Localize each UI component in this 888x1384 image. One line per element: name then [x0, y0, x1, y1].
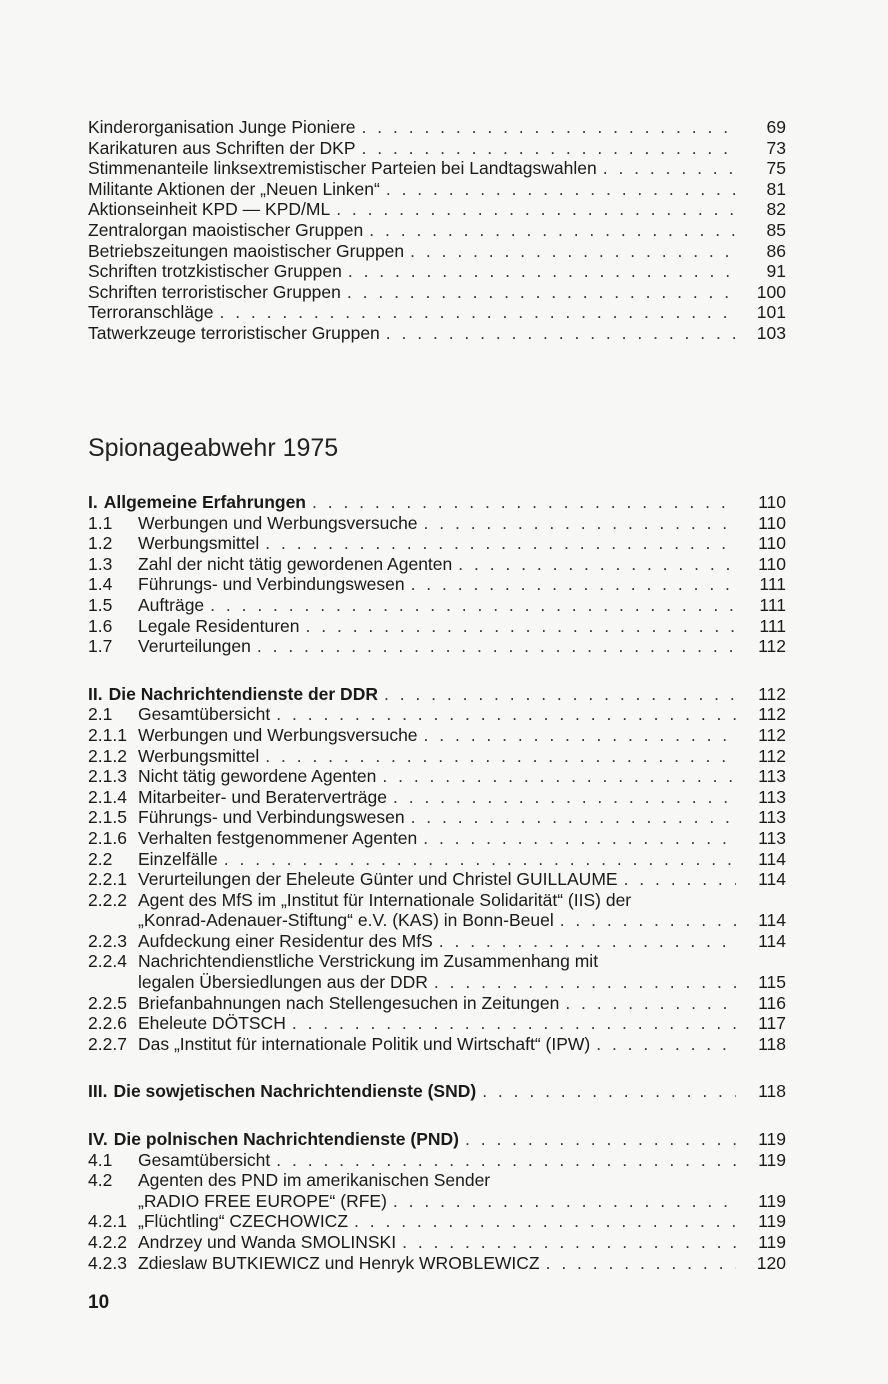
entry-number: III. [88, 1081, 108, 1102]
entry-title: Zdieslaw BUTKIEWICZ und Henryk WROBLEWICZ [138, 1252, 540, 1273]
entry-page: 120 [756, 1252, 786, 1273]
entry-title: legalen Übersiedlungen aus der DDR [138, 972, 428, 993]
entry-page: 115 [758, 972, 786, 993]
dot-leader [265, 533, 736, 554]
entry-title: Führungs- und Verbindungswesen [138, 807, 405, 828]
entry-number: 2.1.5 [88, 807, 127, 828]
entry-page: 100 [756, 281, 786, 302]
entry-title: Tatwerkzeuge terroristischer Gruppen [88, 322, 380, 343]
entry-title: Nicht tätig gewordene Agenten [138, 766, 377, 787]
dot-leader [546, 1253, 736, 1274]
entry-number: 2.2.2 [88, 889, 127, 910]
toc-entry [88, 199, 786, 220]
entry-number: 2.2.3 [88, 930, 127, 951]
dot-leader [439, 931, 736, 952]
entry-page: 114 [758, 869, 786, 890]
entry-page: 82 [766, 199, 786, 220]
entry-number: 2.1.2 [88, 745, 127, 766]
toc-entry [88, 1129, 786, 1150]
entry-number: 2.1.6 [88, 827, 127, 848]
dot-leader [336, 199, 736, 220]
toc-entry [88, 158, 786, 179]
entry-page: 81 [766, 178, 786, 199]
toc-entry [88, 636, 786, 657]
toc-entry [88, 828, 786, 849]
dot-leader [347, 282, 736, 303]
entry-title: Gesamtübersicht [138, 1149, 271, 1170]
entry-title: Militante Aktionen der „Neuen Linken“ [88, 178, 380, 199]
dot-leader [410, 241, 736, 262]
dot-leader [348, 261, 736, 282]
toc-entry [88, 261, 786, 282]
dot-leader [210, 595, 736, 616]
entry-page: 119 [758, 1129, 786, 1150]
entry-page: 116 [758, 992, 786, 1013]
entry-title: Das „Institut für internationale Politik und Wirtschaft“ (IPW) [138, 1033, 591, 1054]
entry-title: Aufdeckung einer Residentur des MfS [138, 930, 433, 951]
toc-entry [88, 616, 786, 637]
entry-title: Verurteilungen der Eheleute Günter und Christel GUILLAUME [138, 869, 618, 890]
entry-page: 85 [766, 219, 786, 240]
toc-entry [88, 282, 786, 303]
section-gap [88, 1054, 786, 1081]
toc-entry [88, 746, 786, 767]
toc-entry [88, 951, 786, 972]
entry-title: Zahl der nicht tätig gewordenen Agenten [138, 553, 453, 574]
dot-leader [482, 1081, 736, 1102]
toc-entry [88, 595, 786, 616]
entry-title: Briefanbahnungen nach Stellengesuchen in Zeitungen [138, 992, 560, 1013]
toc-entry [88, 492, 786, 513]
dot-leader [596, 1034, 736, 1055]
entry-title: Zentralorgan maoistischer Gruppen [88, 219, 364, 240]
dot-leader [424, 725, 736, 746]
toc-entry [88, 684, 786, 705]
dot-leader [362, 138, 737, 159]
entry-page: 69 [766, 117, 786, 137]
entry-title: Eheleute DÖTSCH [138, 1013, 286, 1034]
entry-title: Gesamtübersicht [138, 704, 271, 725]
entry-page: 113 [758, 766, 786, 787]
toc-entry [88, 910, 786, 931]
entry-page: 111 [759, 615, 786, 636]
entry-page: 111 [759, 594, 786, 615]
entry-number: 1.3 [88, 553, 113, 574]
entry-number: I. [88, 492, 98, 512]
entry-number: 2.2.6 [88, 1013, 127, 1034]
entry-page: 75 [766, 158, 786, 179]
toc-entry [88, 807, 786, 828]
entry-number: 2.1 [88, 704, 113, 725]
dot-leader [560, 910, 736, 931]
entry-page: 91 [766, 261, 786, 282]
entry-page: 112 [758, 724, 786, 745]
dot-leader [306, 616, 736, 637]
entry-title: Nachrichtendienstliche Verstrickung im Zusammenhang mit [138, 951, 599, 972]
entry-page: 113 [758, 807, 786, 828]
entry-title: Werbungsmittel [138, 533, 260, 554]
entry-title: Terroranschläge [88, 302, 214, 323]
entry-page: 112 [758, 745, 786, 766]
entry-title: Aufträge [138, 594, 205, 615]
dot-leader [565, 993, 736, 1014]
entry-number: 1.7 [88, 636, 113, 657]
dot-leader [257, 636, 736, 657]
entry-title: Die sowjetischen Nachrichtendienste (SND) [113, 1081, 477, 1102]
section-gap [88, 1102, 786, 1129]
dot-leader [292, 1013, 736, 1034]
entry-number: 2.2.1 [88, 869, 127, 890]
entry-number: 4.2.3 [88, 1252, 127, 1273]
entry-page: 118 [758, 1033, 786, 1054]
toc-entry [88, 890, 786, 911]
entry-title: Verurteilungen [138, 636, 251, 657]
entry-title: Betriebszeitungen maoistischer Gruppen [88, 240, 405, 261]
toc-entry [88, 725, 786, 746]
entry-title: Werbungen und Werbungsversuche [138, 724, 418, 745]
entry-title: Verhalten festgenommener Agenten [138, 827, 418, 848]
dot-leader [423, 828, 736, 849]
dot-leader [424, 513, 736, 534]
entry-page: 112 [758, 704, 786, 725]
entry-title: Die Nachrichtendienste der DDR [108, 683, 378, 704]
dot-leader [276, 704, 736, 725]
entry-page: 114 [758, 910, 786, 931]
toc-entry [88, 1013, 786, 1034]
toc-entry [88, 1170, 786, 1191]
entry-number: 2.1.4 [88, 786, 127, 807]
entry-number: 2.2.5 [88, 992, 127, 1013]
dot-leader [276, 1150, 736, 1171]
entry-page: 112 [758, 636, 786, 657]
dot-leader [624, 869, 736, 890]
entry-page: 119 [758, 1232, 786, 1252]
entry-page: 119 [758, 1149, 786, 1170]
dot-leader [458, 554, 736, 575]
toc-entry [88, 704, 786, 725]
toc-entry [88, 1034, 786, 1055]
dot-leader [434, 972, 736, 993]
entry-title: Mitarbeiter- und Beraterverträge [138, 786, 387, 807]
entry-page: 119 [758, 1211, 786, 1232]
entry-number: 4.2 [88, 1170, 113, 1191]
dot-leader [603, 158, 736, 179]
dot-leader [219, 302, 736, 323]
page-number: 10 [88, 1292, 110, 1313]
entry-title: Allgemeine Erfahrungen [103, 492, 306, 512]
dot-leader [393, 787, 736, 808]
toc-entry [88, 179, 786, 200]
dot-leader [382, 766, 736, 787]
entry-number: 2.2 [88, 848, 113, 869]
toc-entry [88, 993, 786, 1014]
toc-entry [88, 574, 786, 595]
toc-entry [88, 1211, 786, 1232]
toc-entry [88, 1150, 786, 1171]
entry-title: Legale Residenturen [138, 615, 300, 636]
entry-page: 114 [758, 930, 786, 951]
toc-entry [88, 117, 786, 138]
section-gap [88, 657, 786, 684]
entry-page: 110 [758, 512, 786, 533]
entry-number: 1.5 [88, 594, 113, 615]
toc-entry [88, 931, 786, 952]
entry-title: Schriften terroristischer Gruppen [88, 281, 341, 302]
entry-number: 1.6 [88, 615, 113, 636]
entry-number: 4.2.2 [88, 1232, 127, 1252]
entry-page: 101 [756, 302, 786, 323]
entry-page: 119 [758, 1190, 786, 1211]
entry-title: „RADIO FREE EUROPE“ (RFE) [138, 1190, 387, 1211]
entry-page: 113 [758, 786, 786, 807]
entry-number: 2.1.1 [88, 724, 127, 745]
dot-leader [384, 684, 736, 705]
entry-page: 73 [766, 137, 786, 158]
toc-entry [88, 302, 786, 323]
entry-page: 112 [758, 683, 786, 704]
entry-title: Aktionseinheit KPD — KPD/ML [88, 199, 331, 220]
toc-entry [88, 1232, 786, 1253]
entry-title: „Flüchtling“ CZECHOWICZ [138, 1211, 349, 1232]
entry-number: 1.2 [88, 533, 113, 554]
entry-title: Die polnischen Nachrichtendienste (PND) [113, 1129, 459, 1150]
entry-number: 1.4 [88, 574, 113, 595]
table-of-contents [88, 492, 786, 1273]
entry-number: 2.2.7 [88, 1033, 127, 1054]
entry-title: Einzelfälle [138, 848, 218, 869]
toc-entry [88, 513, 786, 534]
toc-entry [88, 323, 786, 344]
entry-title: Andrzey und Wanda SMOLINSKI [138, 1232, 397, 1252]
entry-page: 110 [758, 533, 786, 554]
entry-title: Agenten des PND im amerikanischen Sender [138, 1170, 491, 1191]
entry-title: „Konrad-Adenauer-Stiftung“ e.V. (KAS) in Bonn-Beuel [138, 910, 554, 931]
entry-number: 4.1 [88, 1149, 113, 1170]
dot-leader [312, 492, 736, 513]
toc-entry [88, 849, 786, 870]
entry-page: 86 [766, 240, 786, 261]
toc-entry [88, 766, 786, 787]
section-title: Spionageabwehr 1975 [88, 434, 339, 462]
entry-page: 110 [758, 553, 786, 574]
entry-title: Karikaturen aus Schriften der DKP [88, 137, 356, 158]
entry-title: Werbungen und Werbungsversuche [138, 512, 418, 533]
entry-number: 2.2.4 [88, 951, 127, 972]
entry-title: Führungs- und Verbindungswesen [138, 574, 405, 595]
toc-entry [88, 869, 786, 890]
entry-title: Stimmenanteile linksextremistischer Parteien bei Landtagswahlen [88, 158, 597, 179]
entry-number: 1.1 [88, 512, 113, 533]
dot-leader [411, 807, 736, 828]
entry-page: 117 [758, 1013, 786, 1034]
dot-leader [393, 1191, 736, 1212]
dot-leader [402, 1232, 736, 1253]
toc-entry [88, 1191, 786, 1212]
entry-number: 4.2.1 [88, 1211, 127, 1232]
entry-title: Agent des MfS im „Institut für Internationale Solidarität“ (IIS) der [138, 889, 632, 910]
toc-entry [88, 1081, 786, 1102]
dot-leader [386, 179, 736, 200]
entry-title: Werbungsmittel [138, 745, 260, 766]
entry-title: Schriften trotzkistischer Gruppen [88, 261, 342, 282]
dot-leader [354, 1211, 736, 1232]
dot-leader [386, 323, 736, 344]
entry-title: Kinderorganisation Junge Pioniere [88, 117, 356, 137]
entry-page: 113 [758, 827, 786, 848]
dot-leader [411, 574, 736, 595]
toc-entry [88, 972, 786, 993]
entry-page: 111 [759, 574, 786, 595]
entry-page: 103 [756, 322, 786, 343]
toc-entry [88, 787, 786, 808]
toc-entry [88, 241, 786, 262]
entry-page: 110 [758, 492, 786, 512]
entry-page: 118 [758, 1081, 786, 1102]
dot-leader [465, 1129, 736, 1150]
toc-entry [88, 138, 786, 159]
dot-leader [224, 849, 736, 870]
entry-page: 114 [758, 848, 786, 869]
figure-list [88, 117, 786, 344]
dot-leader [362, 117, 736, 138]
dot-leader [265, 746, 736, 767]
entry-number: IV. [88, 1129, 108, 1150]
toc-entry [88, 220, 786, 241]
entry-number: II. [88, 683, 103, 704]
dot-leader [369, 220, 736, 241]
toc-entry [88, 1253, 786, 1274]
entry-number: 2.1.3 [88, 766, 127, 787]
toc-entry [88, 533, 786, 554]
toc-entry [88, 554, 786, 575]
